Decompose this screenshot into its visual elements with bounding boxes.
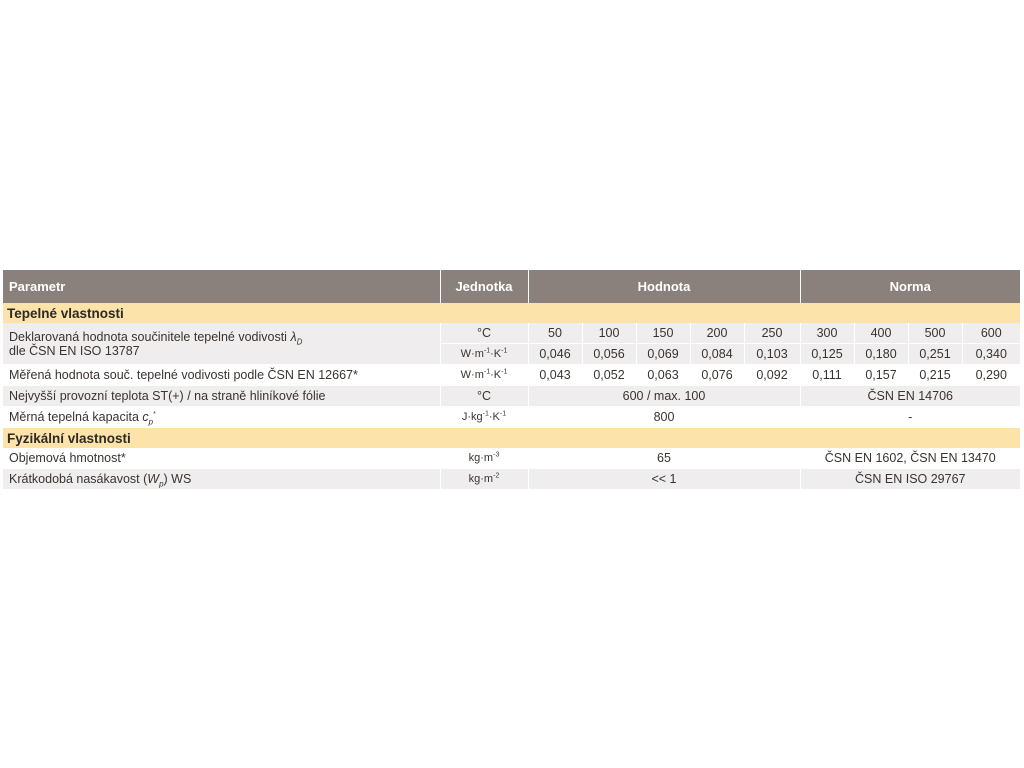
norm-max-temp: ČSN EN 14706 bbox=[800, 386, 1020, 407]
temp-cell: 100 bbox=[582, 323, 636, 344]
value-density: 65 bbox=[528, 448, 800, 469]
label-measured: Měřená hodnota souč. tepelné vodivosti podle ČSN EN 12667* bbox=[3, 365, 440, 386]
value-cell: 0,063 bbox=[636, 365, 690, 386]
norm-density: ČSN EN 1602, ČSN EN 13470 bbox=[800, 448, 1020, 469]
section-title-physical: Fyzikální vlastnosti bbox=[3, 428, 1020, 449]
header-hodnota: Hodnota bbox=[528, 270, 800, 303]
value-cell: 0,251 bbox=[908, 344, 962, 365]
unit-max-temp: °C bbox=[440, 386, 528, 407]
value-cell: 0,043 bbox=[528, 365, 582, 386]
value-cell: 0,157 bbox=[854, 365, 908, 386]
value-cell: 0,340 bbox=[962, 344, 1020, 365]
table-row-heat-capacity bbox=[3, 407, 1020, 428]
value-cell: 0,056 bbox=[582, 344, 636, 365]
temp-cell: 500 bbox=[908, 323, 962, 344]
value-cell: 0,076 bbox=[690, 365, 744, 386]
value-cell: 0,052 bbox=[582, 365, 636, 386]
header-parametr: Parametr bbox=[3, 270, 440, 303]
header-norma: Norma bbox=[800, 270, 1020, 303]
label-declared: Deklarovaná hodnota součinitele tepelné vodivosti $\lambda_D$ dle ČSN EN ISO 13787 bbox=[3, 323, 440, 365]
unit-temperature: °C bbox=[440, 323, 528, 344]
value-max-temp: 600 / max. 100 bbox=[528, 386, 800, 407]
unit-heat-capacity: $J\cdot kg^{-1}\cdot K^{-1}$ bbox=[440, 407, 528, 428]
unit-measured: $W\cdot m^{-1}\cdot K^{-1}$ bbox=[440, 365, 528, 386]
value-cell: 0,290 bbox=[962, 365, 1020, 386]
value-cell: 0,046 bbox=[528, 344, 582, 365]
table-row-absorption bbox=[3, 469, 1020, 490]
temp-cell: 300 bbox=[800, 323, 854, 344]
value-cell: 0,180 bbox=[854, 344, 908, 365]
temp-cell: 150 bbox=[636, 323, 690, 344]
value-heat-capacity: 800 bbox=[528, 407, 800, 428]
norm-heat-capacity: - bbox=[800, 407, 1020, 428]
table-row-measured bbox=[3, 365, 1020, 386]
temp-cell: 50 bbox=[528, 323, 582, 344]
table-row-max-temp bbox=[3, 386, 1020, 407]
header-jednotka: Jednotka bbox=[440, 270, 528, 303]
unit-absorption: $kg\cdot m^{-2}$ bbox=[440, 469, 528, 490]
temp-cell: 250 bbox=[744, 323, 800, 344]
value-cell: 0,084 bbox=[690, 344, 744, 365]
table-row-density bbox=[3, 448, 1020, 469]
properties-table bbox=[3, 270, 1020, 490]
value-absorption: << 1 bbox=[528, 469, 800, 490]
header-row bbox=[3, 270, 1020, 303]
value-cell: 0,092 bbox=[744, 365, 800, 386]
label-density: Objemová hmotnost* bbox=[3, 448, 440, 469]
section-title-thermal: Tepelné vlastnosti bbox=[3, 303, 1020, 323]
label-max-temp: Nejvyšší provozní teplota ST(+) / na straně hliníkové fólie bbox=[3, 386, 440, 407]
value-cell: 0,111 bbox=[800, 365, 854, 386]
section-row-physical bbox=[3, 428, 1020, 449]
value-cell: 0,125 bbox=[800, 344, 854, 365]
label-absorption: Krátkodobá nasákavost $(W_p)$ WS bbox=[3, 469, 440, 490]
temp-cell: 200 bbox=[690, 323, 744, 344]
section-row-thermal bbox=[3, 303, 1020, 323]
temp-cell: 400 bbox=[854, 323, 908, 344]
temp-cell: 600 bbox=[962, 323, 1020, 344]
label-heat-capacity: Měrná tepelná kapacita $c_p^*$ bbox=[3, 407, 440, 428]
value-cell: 0,103 bbox=[744, 344, 800, 365]
value-cell: 0,069 bbox=[636, 344, 690, 365]
table-row-declared-temps bbox=[3, 323, 1020, 344]
norm-absorption: ČSN EN ISO 29767 bbox=[800, 469, 1020, 490]
unit-density: $kg\cdot m^{-3}$ bbox=[440, 448, 528, 469]
unit-lambda: $W\cdot m^{-1}\cdot K^{-1}$ bbox=[440, 344, 528, 365]
value-cell: 0,215 bbox=[908, 365, 962, 386]
